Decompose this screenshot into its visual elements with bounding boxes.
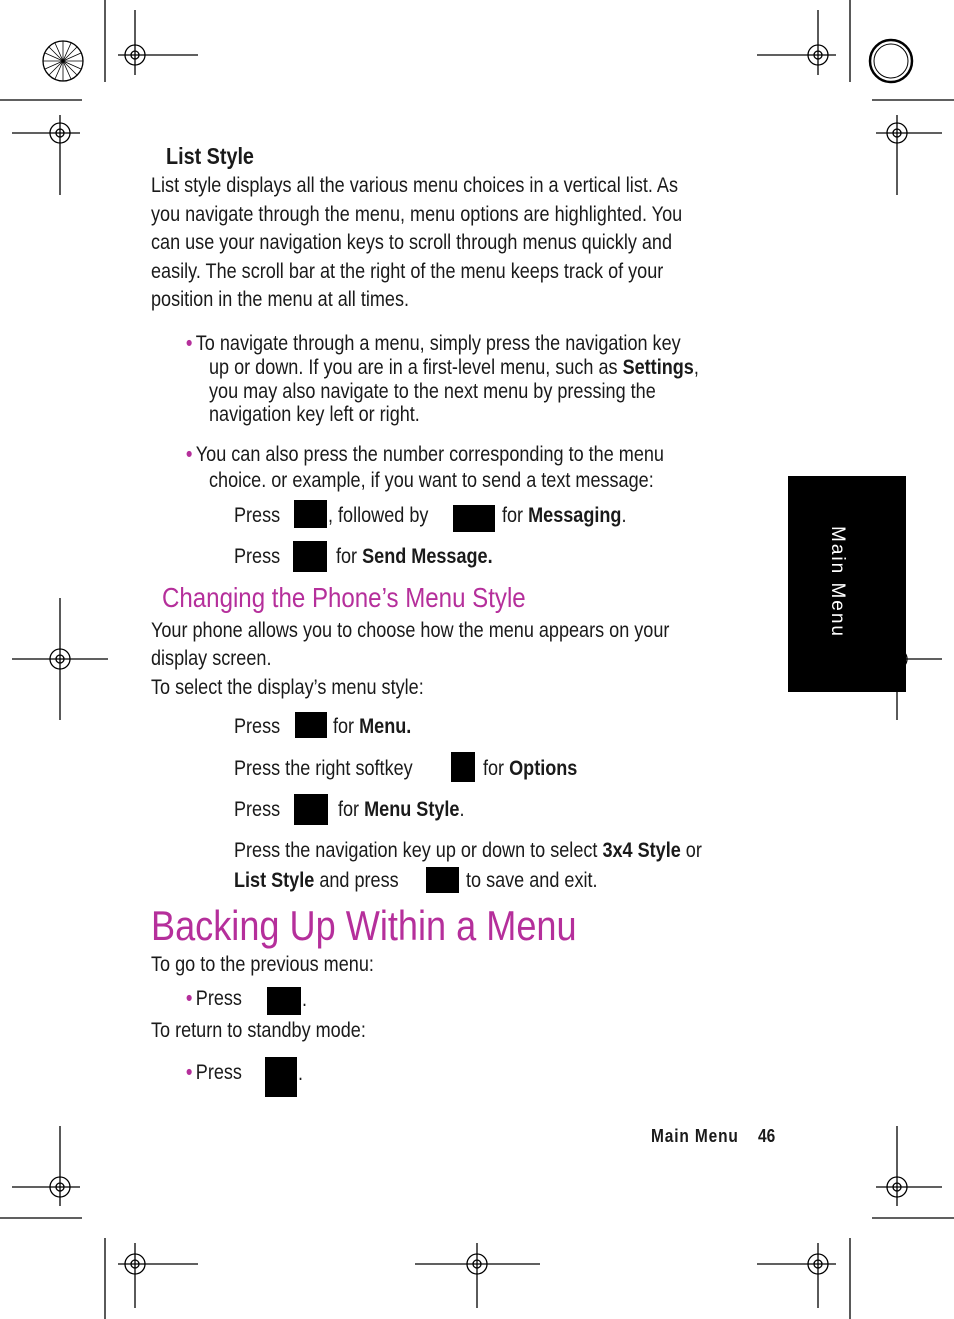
- bullet-line: [186, 441, 664, 470]
- list-style-paragraph: [151, 172, 769, 315]
- options-term: Options: [509, 757, 578, 780]
- paragraph-line: position in the menu at all times.: [151, 288, 409, 311]
- step-followed-label: , followed by: [328, 504, 429, 527]
- bullet-line: [186, 985, 242, 1014]
- previous-menu-label: To go to the previous menu:: [151, 953, 374, 976]
- key-icon: [294, 794, 328, 825]
- bullet-line: choice. or example, if you want to send a text message:: [209, 469, 654, 492]
- standby-label: To return to standby mode:: [151, 1019, 366, 1042]
- menu-term: Menu.: [359, 715, 412, 738]
- period: .: [459, 798, 465, 821]
- paragraph-line: can use your navigation keys to scroll through menus quickly and: [151, 231, 673, 254]
- bullet-dot-icon: •: [186, 332, 193, 355]
- key-icon: [293, 541, 327, 572]
- changing-para-line: display screen.: [151, 647, 272, 670]
- key-icon: [295, 712, 327, 738]
- step-end-text: to save and exit.: [466, 869, 598, 892]
- list-style-heading: List Style: [166, 143, 254, 169]
- changing-para-line: To select the display’s menu style:: [151, 676, 424, 699]
- bullet-line: you may also navigate to the next menu by pressing the: [209, 379, 656, 403]
- step-text: and press: [314, 869, 399, 892]
- footer-page-number: 46: [758, 1126, 776, 1146]
- for-label: for: [502, 504, 524, 527]
- step-press-label: Press: [234, 798, 281, 821]
- backing-heading: Backing Up Within a Menu: [151, 902, 577, 949]
- step-line: [234, 867, 399, 896]
- paragraph-line: you navigate through the menu, menu options are highlighted. You: [151, 202, 683, 226]
- period: .: [298, 1062, 304, 1085]
- step-line: [234, 837, 702, 866]
- for-label: for: [338, 798, 360, 821]
- step-press-label: Press: [234, 545, 281, 568]
- step-press-label: Press the right softkey: [234, 757, 413, 780]
- bullet-navigate-cont: [209, 356, 779, 427]
- settings-term: Settings: [622, 356, 694, 379]
- bullet-line: [209, 356, 699, 380]
- period: .: [621, 504, 627, 527]
- press-label: Press: [195, 1061, 242, 1084]
- paragraph-line: easily. The scroll bar at the right of the menu keeps track of your: [151, 259, 664, 283]
- footer-section: Main Menu: [651, 1126, 739, 1146]
- changing-heading: Changing the Phone’s Menu Style: [162, 582, 526, 613]
- changing-para-line: Your phone allows you to choose how the menu appears on your: [151, 619, 670, 642]
- step-line: [483, 755, 577, 784]
- bullet-dot-icon: •: [186, 443, 193, 466]
- paragraph-line: List style displays all the various menu choices in a vertical list. As: [151, 174, 678, 197]
- bullet-line: [186, 1059, 242, 1088]
- bullet-text: up or down. If you are in a first-level menu, such as: [209, 356, 623, 379]
- step-press-label: Press: [234, 715, 281, 738]
- key-icon: [453, 505, 495, 532]
- step-line: [502, 502, 626, 531]
- bullet-dot-icon: •: [186, 987, 193, 1010]
- key-icon: [426, 867, 459, 893]
- step-text: Press the navigation key up or down to select: [234, 839, 603, 862]
- key-icon: [294, 500, 327, 528]
- bullet-navigate: [186, 330, 761, 359]
- for-label: for: [336, 545, 358, 568]
- bullet-line: navigation key left or right.: [209, 403, 420, 426]
- step-line: [336, 543, 493, 572]
- bullet-text: You can also press the number corresponding to the menu: [195, 443, 664, 466]
- messaging-term: Messaging: [528, 504, 622, 527]
- clear-key-icon: [267, 987, 301, 1015]
- right-softkey-icon: [451, 752, 475, 782]
- bullet-number: [186, 441, 742, 470]
- step-press-label: Press: [234, 504, 281, 527]
- step-text: or: [680, 839, 702, 862]
- for-label: for: [333, 715, 355, 738]
- 3x4-style-term: 3x4 Style: [602, 839, 681, 862]
- side-tab-label: Main Menu: [827, 526, 848, 638]
- bullet-dot-icon: •: [186, 1061, 193, 1084]
- bullet-line: [186, 330, 681, 359]
- end-key-icon: [265, 1057, 297, 1097]
- bullet-text: ,: [693, 356, 699, 379]
- step-line: [338, 796, 464, 825]
- list-style-term: List Style: [234, 869, 315, 892]
- send-message-term: Send Message.: [362, 545, 493, 568]
- press-label: Press: [195, 987, 242, 1010]
- step-line: [333, 713, 411, 742]
- period: .: [302, 988, 308, 1011]
- bullet-text: To navigate through a menu, simply press the navigation key: [195, 332, 681, 355]
- menu-style-term: Menu Style: [364, 798, 460, 821]
- for-label: for: [483, 757, 505, 780]
